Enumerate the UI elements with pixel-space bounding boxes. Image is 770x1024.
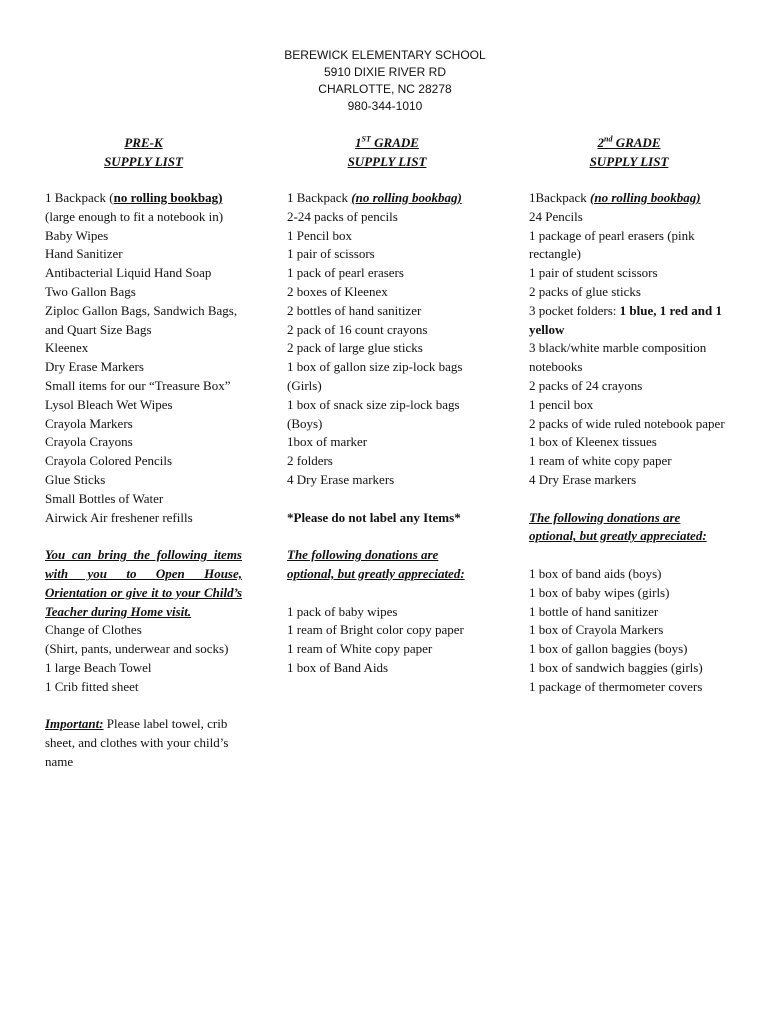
list-item: Glue Sticks <box>45 471 106 487</box>
list-item: 1 pair of scissors <box>287 246 375 262</box>
list-item: 1 box of Band Aids <box>287 659 389 675</box>
prek-backpack-note: no rolling bookbag) <box>113 190 223 205</box>
grade2-folders-item: 3 pocket folders: 1 blue, 1 red and 1 yellow <box>529 302 722 337</box>
list-item: 1 ream of White copy paper <box>287 641 433 657</box>
prek-titles <box>45 133 242 171</box>
list-item: Small items for our “Treasure Box” <box>45 377 231 393</box>
grade1-title: 1ST GRADE <box>355 134 419 150</box>
grade1-subtitle: SUPPLY LIST <box>347 154 427 169</box>
list-item: 2 packs of wide ruled notebook paper <box>529 415 725 431</box>
grade2-backpack-note: (no rolling bookbag) <box>590 190 701 205</box>
prek-important-note <box>45 715 242 771</box>
list-item: Ziploc Gallon Bags, Sandwich Bags, and Quart Size Bags <box>45 302 238 337</box>
list-item: 1 pack of baby wipes <box>287 603 398 619</box>
list-item: 1 box of gallon size zip-lock bags (Girls) <box>287 359 463 393</box>
list-item: Two Gallon Bags <box>45 283 136 299</box>
list-item: 4 Dry Erase markers <box>529 471 637 487</box>
school-city: CHARLOTTE, NC 28278 <box>318 82 452 96</box>
list-item: 2 bottles of hand sanitizer <box>287 302 422 318</box>
list-item: 1 box of gallon baggies (boys) <box>529 641 688 657</box>
prek-open-house-list <box>45 621 242 696</box>
list-item: 2 packs of glue sticks <box>529 283 641 299</box>
list-item: (Shirt, pants, underwear and socks) <box>45 641 229 657</box>
school-phone: 980-344-1010 <box>347 99 423 113</box>
prek-backpack-item <box>45 189 242 208</box>
prek-open-house-note: You can bring the following items with you to Open House, Orientation or give it to your Child’s Teacher during Home visit. <box>45 547 242 619</box>
school-name: BEREWICK ELEMENTARY SCHOOL <box>284 48 486 62</box>
list-item: 2 boxes of Kleenex <box>287 283 388 299</box>
list-item: 1 box of snack size zip-lock bags (Boys) <box>287 396 460 431</box>
grade2-item-list-b <box>529 339 729 489</box>
school-address: 5910 DIXIE RIVER RD <box>323 65 447 79</box>
grade2-column <box>529 133 729 697</box>
school-header <box>0 47 770 115</box>
list-item: 1 pair of student scissors <box>529 265 658 281</box>
list-item: 1 large Beach Towel <box>45 659 152 675</box>
list-item: Change of Clothes <box>45 622 142 638</box>
grade2-subtitle: SUPPLY LIST <box>589 154 669 169</box>
important-text: Please label towel, crib sheet, and clothes with your child’s name <box>45 716 229 769</box>
grade1-item-list <box>287 208 487 490</box>
grade1-backpack-item <box>287 189 487 208</box>
grade1-donation-list <box>287 603 487 678</box>
prek-subtitle: SUPPLY LIST <box>104 154 183 169</box>
prek-backpack-text: 1 Backpack ( <box>45 190 114 205</box>
list-item: Dry Erase Markers <box>45 359 144 375</box>
list-item: 2 pack of 16 count crayons <box>287 321 428 337</box>
list-item: 1 pencil box <box>529 396 594 412</box>
list-item: 3 black/white marble composition notebooks <box>529 340 707 375</box>
list-item: Crayola Colored Pencils <box>45 453 173 469</box>
list-item: Airwick Air freshener refills <box>45 509 193 525</box>
list-item: 1 box of sandwich baggies (girls) <box>529 659 703 675</box>
list-item: 1 package of thermometer covers <box>529 678 703 694</box>
grade1-donations-note: The following donations are optional, but greatly appreciated: <box>287 547 465 581</box>
list-item: 1 ream of Bright color copy paper <box>287 622 464 638</box>
grade1-backpack-note: (no rolling bookbag) <box>351 190 462 205</box>
grade1-column <box>287 133 487 678</box>
list-item: (large enough to fit a notebook in) <box>45 208 224 224</box>
list-item: 2 folders <box>287 453 333 469</box>
list-item: 1 box of baby wipes (girls) <box>529 584 670 600</box>
list-item: Crayola Crayons <box>45 434 133 450</box>
list-item: Hand Sanitizer <box>45 246 123 262</box>
list-item: Lysol Bleach Wet Wipes <box>45 396 173 412</box>
prek-title: PRE-K <box>124 135 163 150</box>
prek-item-list <box>45 208 242 528</box>
grade2-donations-note: The following donations are optional, but greatly appreciated: <box>529 509 707 544</box>
grade2-titles <box>529 133 729 171</box>
list-item: Kleenex <box>45 340 89 356</box>
list-item: 4 Dry Erase markers <box>287 471 395 487</box>
list-item: 1 bottle of hand sanitizer <box>529 603 659 619</box>
list-item: 2 packs of 24 crayons <box>529 377 643 393</box>
list-item: Antibacterial Liquid Hand Soap <box>45 265 212 281</box>
list-item: 1 pack of pearl erasers <box>287 265 404 281</box>
grade2-title: 2nd GRADE <box>597 134 661 150</box>
list-item: 1 box of Kleenex tissues <box>529 434 657 450</box>
list-item: 1 Crib fitted sheet <box>45 678 139 694</box>
grade2-donation-list <box>529 565 729 697</box>
grade2-backpack-text: 1Backpack <box>529 190 591 205</box>
important-label: Important: <box>45 716 104 732</box>
list-item: 24 Pencils <box>529 208 583 224</box>
list-item: 2 pack of large glue sticks <box>287 340 423 356</box>
list-item: Small Bottles of Water <box>45 490 164 506</box>
list-item: Crayola Markers <box>45 415 133 431</box>
grade1-titles <box>287 133 487 171</box>
grade1-backpack-text: 1 Backpack <box>287 190 352 205</box>
list-item: 1 Pencil box <box>287 227 352 243</box>
grade2-backpack-item <box>529 189 729 208</box>
list-item: Baby Wipes <box>45 227 109 243</box>
list-item: 1 box of Crayola Markers <box>529 622 664 638</box>
prek-column <box>45 133 242 772</box>
list-item: 1 ream of white copy paper <box>529 453 672 469</box>
list-item: 1 box of band aids (boys) <box>529 565 662 581</box>
list-item: 1box of marker <box>287 434 368 450</box>
grade1-no-label-note: *Please do not label any Items* <box>287 509 461 525</box>
list-item: 2-24 packs of pencils <box>287 208 398 224</box>
list-item: 1 package of pearl erasers (pink rectangle) <box>529 227 695 262</box>
grade2-item-list-a <box>529 208 729 302</box>
